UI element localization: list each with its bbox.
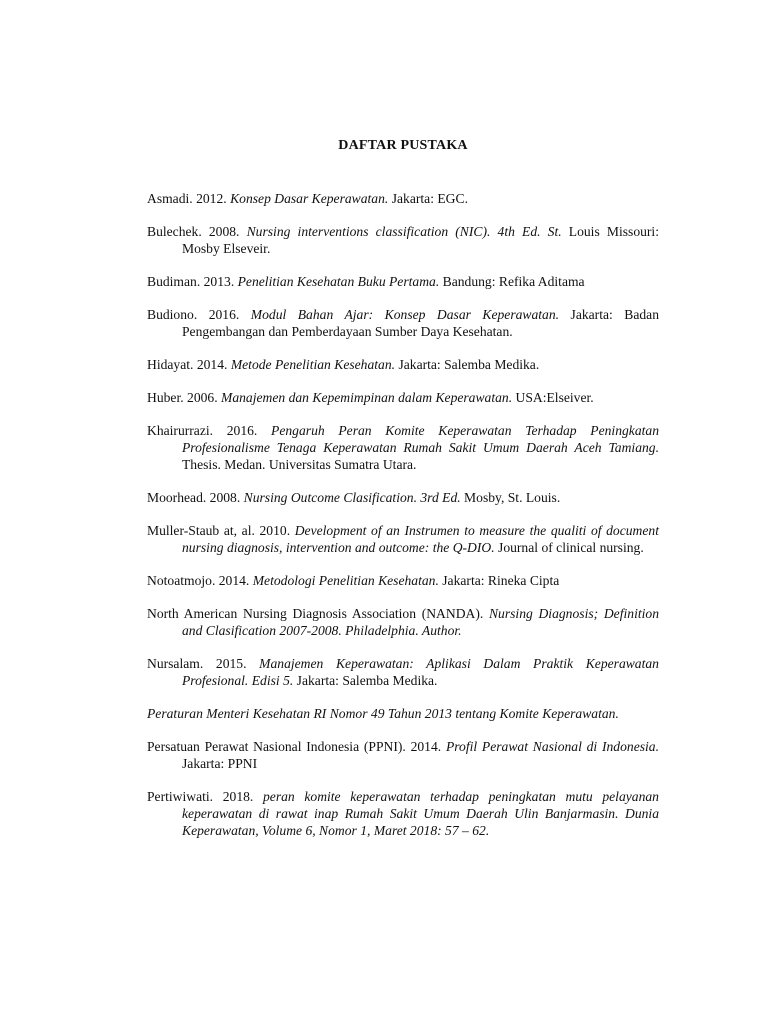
reference-item (147, 605, 659, 639)
reference-item (147, 306, 659, 340)
reference-publisher: Jakarta: Salemba Medika. (395, 357, 540, 372)
reference-author-year: Nursalam. 2015. (147, 656, 260, 671)
reference-publisher: Thesis. Medan. Universitas Sumatra Utara. (182, 457, 417, 472)
reference-item (147, 273, 659, 290)
reference-publisher: Jakarta: PPNI (182, 756, 258, 771)
reference-title: Development of an Instrumen to measure the qualiti of document nursing diagnosis, intervention and outcome: the Q-DIO. (182, 523, 659, 555)
reference-title: Metode Penelitian Kesehatan. (230, 357, 396, 372)
page-title: DAFTAR PUSTAKA (338, 138, 468, 153)
reference-title: Manajemen Keperawatan: Aplikasi Dalam Praktik Keperawatan Profesional. Edisi 5. (182, 656, 659, 688)
reference-item (147, 572, 659, 589)
reference-title: Nursing Outcome Clasification. 3rd Ed. (243, 490, 461, 505)
reference-author-year: Asmadi. 2012. (147, 191, 231, 206)
reference-item (147, 522, 659, 556)
reference-author-year: North American Nursing Diagnosis Association (NANDA). (147, 606, 489, 621)
reference-title: Peraturan Menteri Kesehatan RI Nomor 49 Tahun 2013 tentang Komite Keperawatan. (147, 706, 619, 721)
reference-author-year: Bulechek. 2008. (147, 224, 247, 239)
reference-title: Metodologi Penelitian Kesehatan. (252, 573, 439, 588)
reference-publisher: Jakarta: Salemba Medika. (293, 673, 438, 688)
reference-author-year: Huber. 2006. (147, 390, 222, 405)
reference-publisher: Jakarta: Rineka Cipta (438, 573, 560, 588)
reference-item (147, 788, 659, 839)
reference-title: Profil Perawat Nasional di Indonesia. (445, 739, 659, 754)
reference-author-year: Khairurrazi. 2016. (147, 423, 272, 438)
reference-item (147, 223, 659, 257)
reference-item (147, 356, 659, 373)
reference-publisher: Jakarta: Badan Pengembangan dan Pemberdayaan Sumber Daya Kesehatan. (182, 307, 660, 339)
reference-publisher: Journal of clinical nursing. (494, 540, 644, 555)
reference-item (147, 389, 659, 406)
reference-title: Pengaruh Peran Komite Keperawatan Terhadap Peningkatan Profesionalisme Tenaga Keperawatan Rumah Sakit Umum Daerah Aceh Tamiang. (182, 423, 659, 455)
reference-title: Konsep Dasar Keperawatan. (230, 191, 389, 206)
reference-author-year: Muller-Staub at, al. 2010. (147, 523, 295, 538)
reference-author-year: Pertiwiwati. 2018. (147, 789, 263, 804)
reference-author-year: Budiman. 2013. (147, 274, 238, 289)
reference-publisher: Bandung: Refika Aditama (439, 274, 585, 289)
reference-title: Manajemen dan Kepemimpinan dalam Keperawatan. (221, 390, 513, 405)
reference-item (147, 489, 659, 506)
reference-title: Nursing Diagnosis; Definition and Clasification 2007-2008. Philadelphia. Author. (182, 606, 659, 638)
reference-title: Modul Bahan Ajar: Konsep Dasar Keperawatan. (250, 307, 560, 322)
reference-title: peran komite keperawatan terhadap peningkatan mutu pelayanan keperawatan di rawat inap Rumah Sakit Umum Daerah Ulin Banjarmasin. Dunia Keperawatan, Volume 6, Nomor 1, Maret 2018: 57 – 62. (182, 789, 659, 838)
reference-author-year: Hidayat. 2014. (147, 357, 231, 372)
reference-title: Penelitian Kesehatan Buku Pertama. (237, 274, 440, 289)
reference-title: Nursing interventions classification (NIC). 4th Ed. St. (246, 224, 562, 239)
reference-publisher: Jakarta: EGC. (388, 191, 468, 206)
reference-publisher: Mosby, St. Louis. (460, 490, 561, 505)
reference-author-year: Budiono. 2016. (147, 307, 251, 322)
reference-publisher: USA:Elseiver. (512, 390, 594, 405)
reference-author-year: Persatuan Perawat Nasional Indonesia (PPNI). 2014. (147, 739, 446, 754)
reference-list (147, 190, 659, 855)
reference-author-year: Moorhead. 2008. (147, 490, 244, 505)
reference-item (147, 655, 659, 689)
reference-item (147, 422, 659, 473)
reference-item (147, 705, 659, 722)
reference-author-year: Notoatmojo. 2014. (147, 573, 253, 588)
reference-publisher: Louis Missouri: Mosby Elseveir. (182, 224, 659, 256)
reference-item (147, 738, 659, 772)
reference-item (147, 190, 659, 207)
